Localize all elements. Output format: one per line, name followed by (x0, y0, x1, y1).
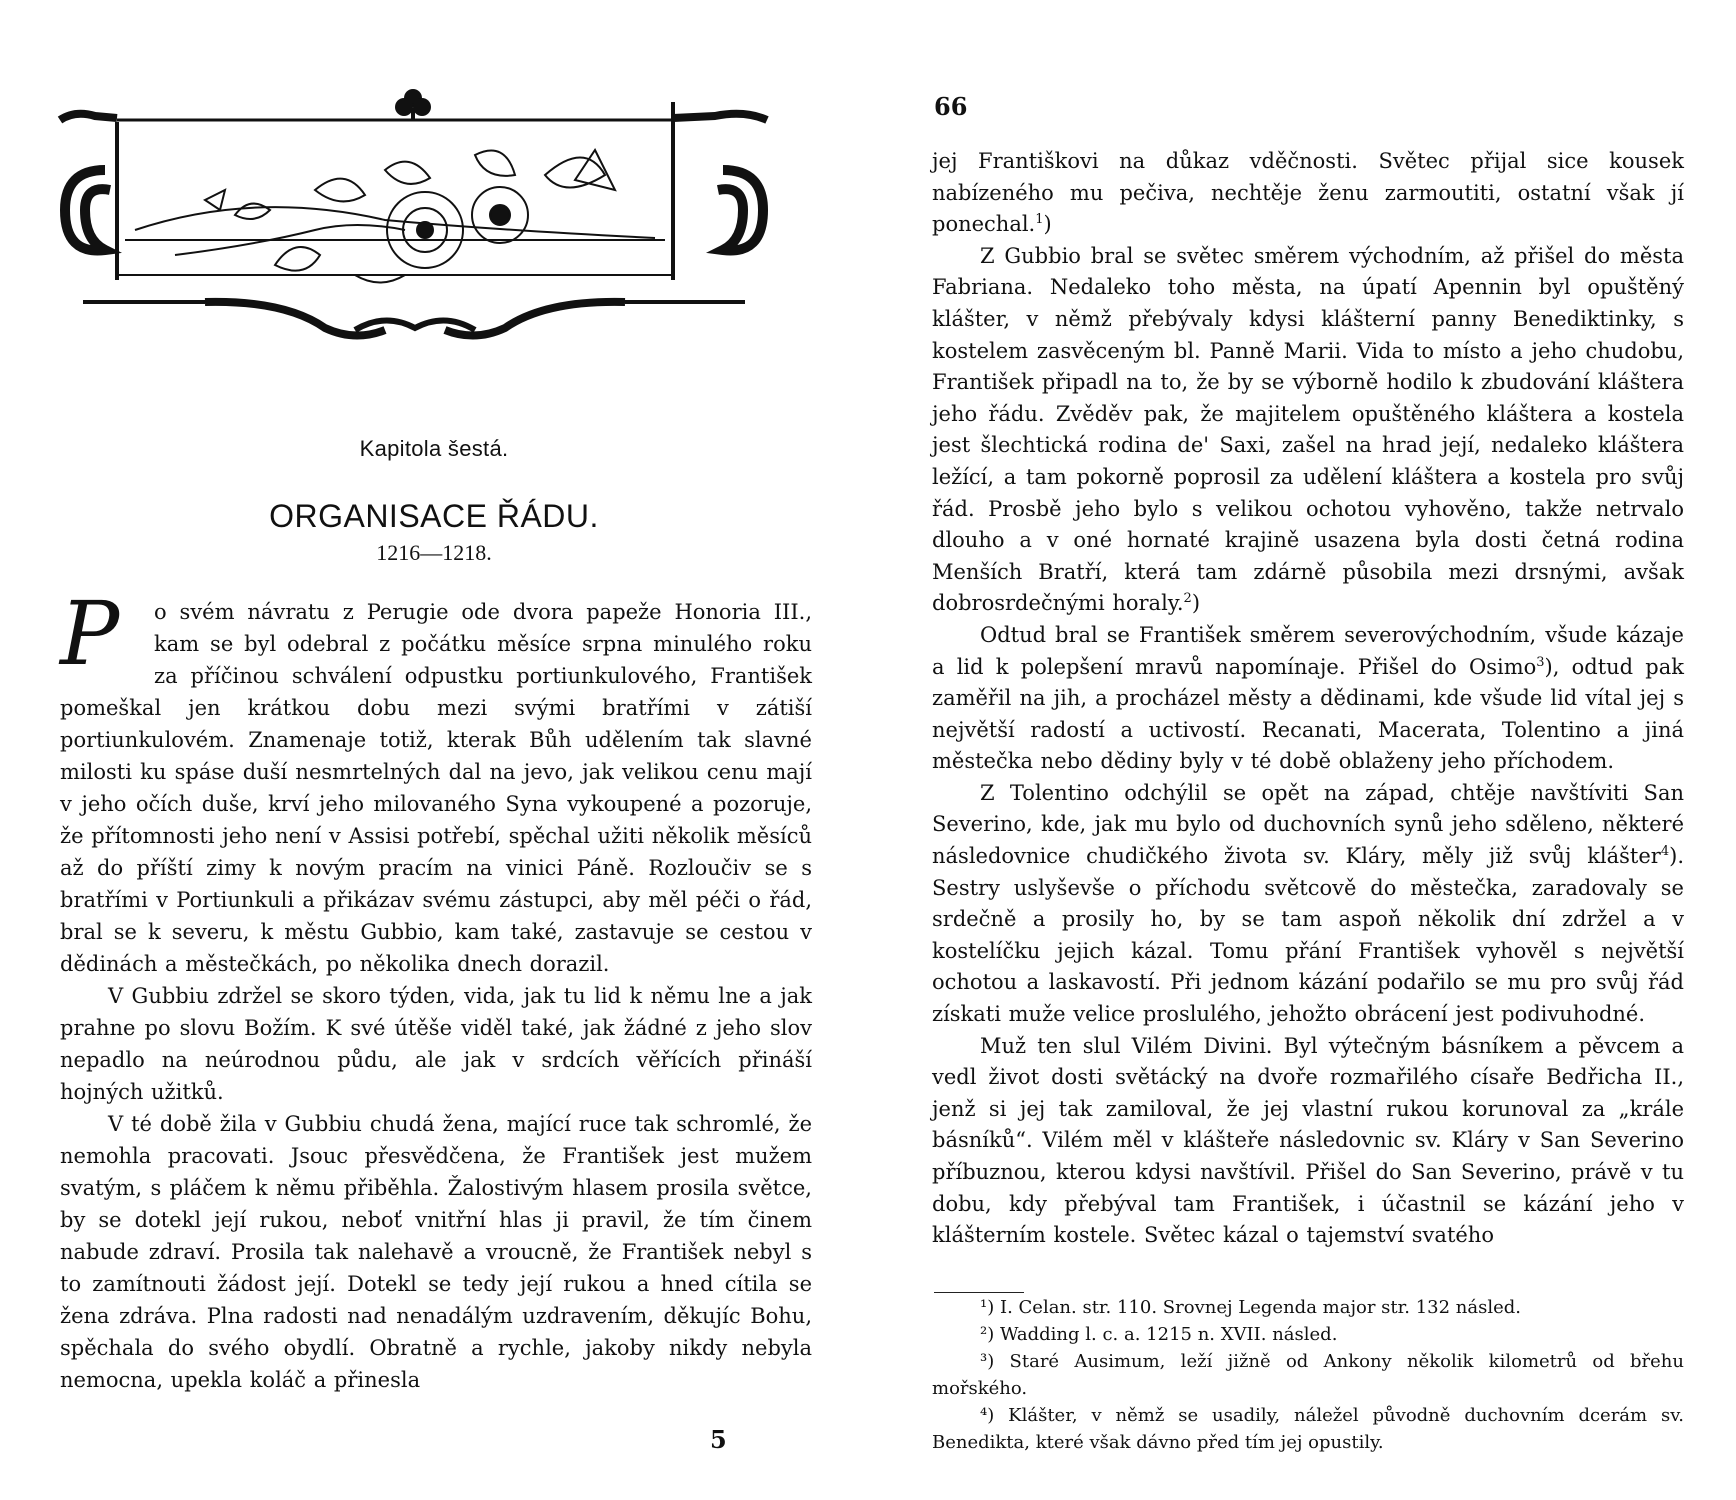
footnote-ref: 4 (1660, 844, 1670, 860)
right-page (868, 0, 1736, 1500)
drop-cap: P (60, 582, 120, 685)
paragraph: Z Tolentino odchýlil se opět na západ, chtěje navštíviti San Severino, kde, jak mu bylo od duchovních synů jeho sděleno, některé následovnice chudičkého života sv. Kláry, měly již svůj klášter$^4$). Sestry uslyševše o příchodu světcově do městečka, zaradovaly se srdečně a prosily ho, by se tam aspoň několik dní zdržel a v kostelíčku jejich kázal. Tomu přání František vyhověl s největší ochotou a laskavostí. Při jednom kázání podařilo se mu pro svůj řád získati muže velice proslulého, jehožto obrácení jest podivuhodné. (932, 780, 1684, 1027)
paragraph: V Gubbiu zdržel se skoro týden, vida, jak tu lid k němu lne a jak prahne po slovu Božím. K své útěše viděl také, jak žádné z jeho slov nepadlo na neúrodnou půdu, ale jak v srdcích věřících přináší hojných užitků. (60, 984, 812, 1104)
chapter-label: Kapitola šestá. (359, 436, 509, 461)
chapter-ornament-illustration (55, 80, 775, 380)
left-body-text (60, 582, 812, 1396)
page-number: 5 (710, 1425, 727, 1454)
footnote: ⁴) Klášter, v němž se usadily, náležel původně duchovním dcerám sv. Benedikta, které však dávno před tím jej opustily. (932, 1405, 1684, 1453)
footnote: ³) Staré Ausimum, leží jižně od Ankony několik kilometrů od břehu mořského. (932, 1351, 1684, 1399)
footnote-divider (934, 1292, 1024, 1293)
chapter-title: ORGANISACE ŘÁDU. (269, 498, 599, 534)
page-number: 66 (934, 92, 968, 121)
chapter-years: 1216—1218. (376, 540, 492, 565)
footnote-ref: 3 (1536, 654, 1545, 670)
right-body-text (932, 146, 1684, 1252)
paragraph: Muž ten slul Vilém Divini. Byl výtečným básníkem a pěvcem a vedl život dosti světácký na dvoře rozmařilého císaře Bedřicha II., jenž si jej tak zamiloval, že jej vlastní rukou korunoval za „krále básníků“. Vilém měl v klášteře následovnic sv. Kláry v San Severino příbuznou, kterou kdysi navštívil. Přišel do San Severino, právě v tu dobu, kdy přebýval tam František, i účastnil se kázání jeho v klášterním kostele. Světec kázal o tajemství svatého (932, 1033, 1684, 1248)
clover-icon (395, 89, 431, 120)
footnote-ref: 1 (1035, 212, 1044, 228)
paragraph: Odtud bral se František směrem severovýchodním, všude kázaje a lid k polepšení mravů napomínaje. Přišel do Osimo$^3$), odtud pak zaměřil na jih, a procházel městy a dědinami, kde všude lid vítal jej s největší radostí a uctivostí. Recanati, Macerata, Tolentino a jiná městečka nebo dědiny byly v té době oblaženy jeho příchodem. (932, 622, 1684, 774)
footnote: ¹) I. Celan. str. 110. Srovnej Legenda major str. 132 násled. (980, 1297, 1522, 1318)
paragraph: P o svém návratu z Perugie ode dvora papeže Honoria III., kam se byl odebral z počátku měsíce srpna minulého roku za příčinou schválení odpustku portiunkulového, František pomeškal jen krátkou dobu mezi svými bratřími v zátiší portiunkulovém. Znamenaje totiž, kterak Bůh udělením tak slavné milosti ku spáse duší nesmrtelných dal na jevo, jak velikou cenu mají v jeho očích duše, krví jeho milovaného Syna vykoupené a pozoruje, že přítomnosti jeho není v Assisi potřebí, spěchal užiti několik měsíců až do příští zimy k novým pracím na vinici Páně. Rozloučiv se s bratřími v Portiunkuli a přikázav svému zástupci, aby měl péči o řád, bral se k severu, k městu Gubbio, kam také, zastavuje se cestou v dědinách a městečkách, po několika dnech dorazil. (60, 582, 812, 976)
footnote: ²) Wadding l. c. a. 1215 n. XVII. násled. (980, 1324, 1338, 1345)
paragraph: V té době žila v Gubbiu chudá žena, mající ruce tak schromlé, že nemohla pracovati. Jsouc přesvědčena, že František jest mužem svatým, s pláčem k němu přiběhla. Žalostivým hlasem prosila světce, by se dotekl její rukou, neboť vnitřní hlas ji pravil, že tím činem nabude zdraví. Prosila tak nalehavě a vroucně, že František nebyl s to zamítnouti žádost její. Dotekl se tedy její rukou a hned cítila se žena zdráva. Plna radosti nad nenadálým uzdravením, děkujíc Bohu, spěchala do svého obydlí. Obratně a rychle, jakoby nikdy nebyla nemocna, upekla koláč a přinesla (60, 1112, 812, 1392)
paragraph: jej Františkovi na důkaz vděčnosti. Světec přijal sice kousek nabízeného mu pečiva, nechtěje ženu zarmoutiti, ostatní však jí ponechal.$^1$) (932, 149, 1684, 237)
footnotes (932, 1294, 1684, 1456)
footnote-ref: 2 (1183, 591, 1192, 607)
paragraph: Z Gubbio bral se světec směrem východním, až přišel do města Fabriana. Nedaleko toho města, na úpatí Apennin byl opuštěný klášter, v němž přebývaly kdysi klášterní panny Benediktinky, s kostelem zasvěceným bl. Panně Marii. Vida to místo a jeho chudobu, František připadl na to, že by se výborně hodilo k zbudování kláštera jeho řádu. Zvěděv pak, že majitelem opuštěného kláštera a kostela jest šlechtická rodina de' Saxi, zašel na hrad její, nedaleko kláštera ležící, a tam pokorně poprosil za udělení kláštera a kostela pro svůj řád. Prosbě jeho bylo s velikou ochotou vyhověno, takže netrvalo dlouho a v oné hornaté krajině usazena byla dosti četná rodina Menších Bratří, která tam zdárně působila mezi drsnými, avšak dobrosrdečnými horaly.$^2$) (932, 243, 1684, 616)
